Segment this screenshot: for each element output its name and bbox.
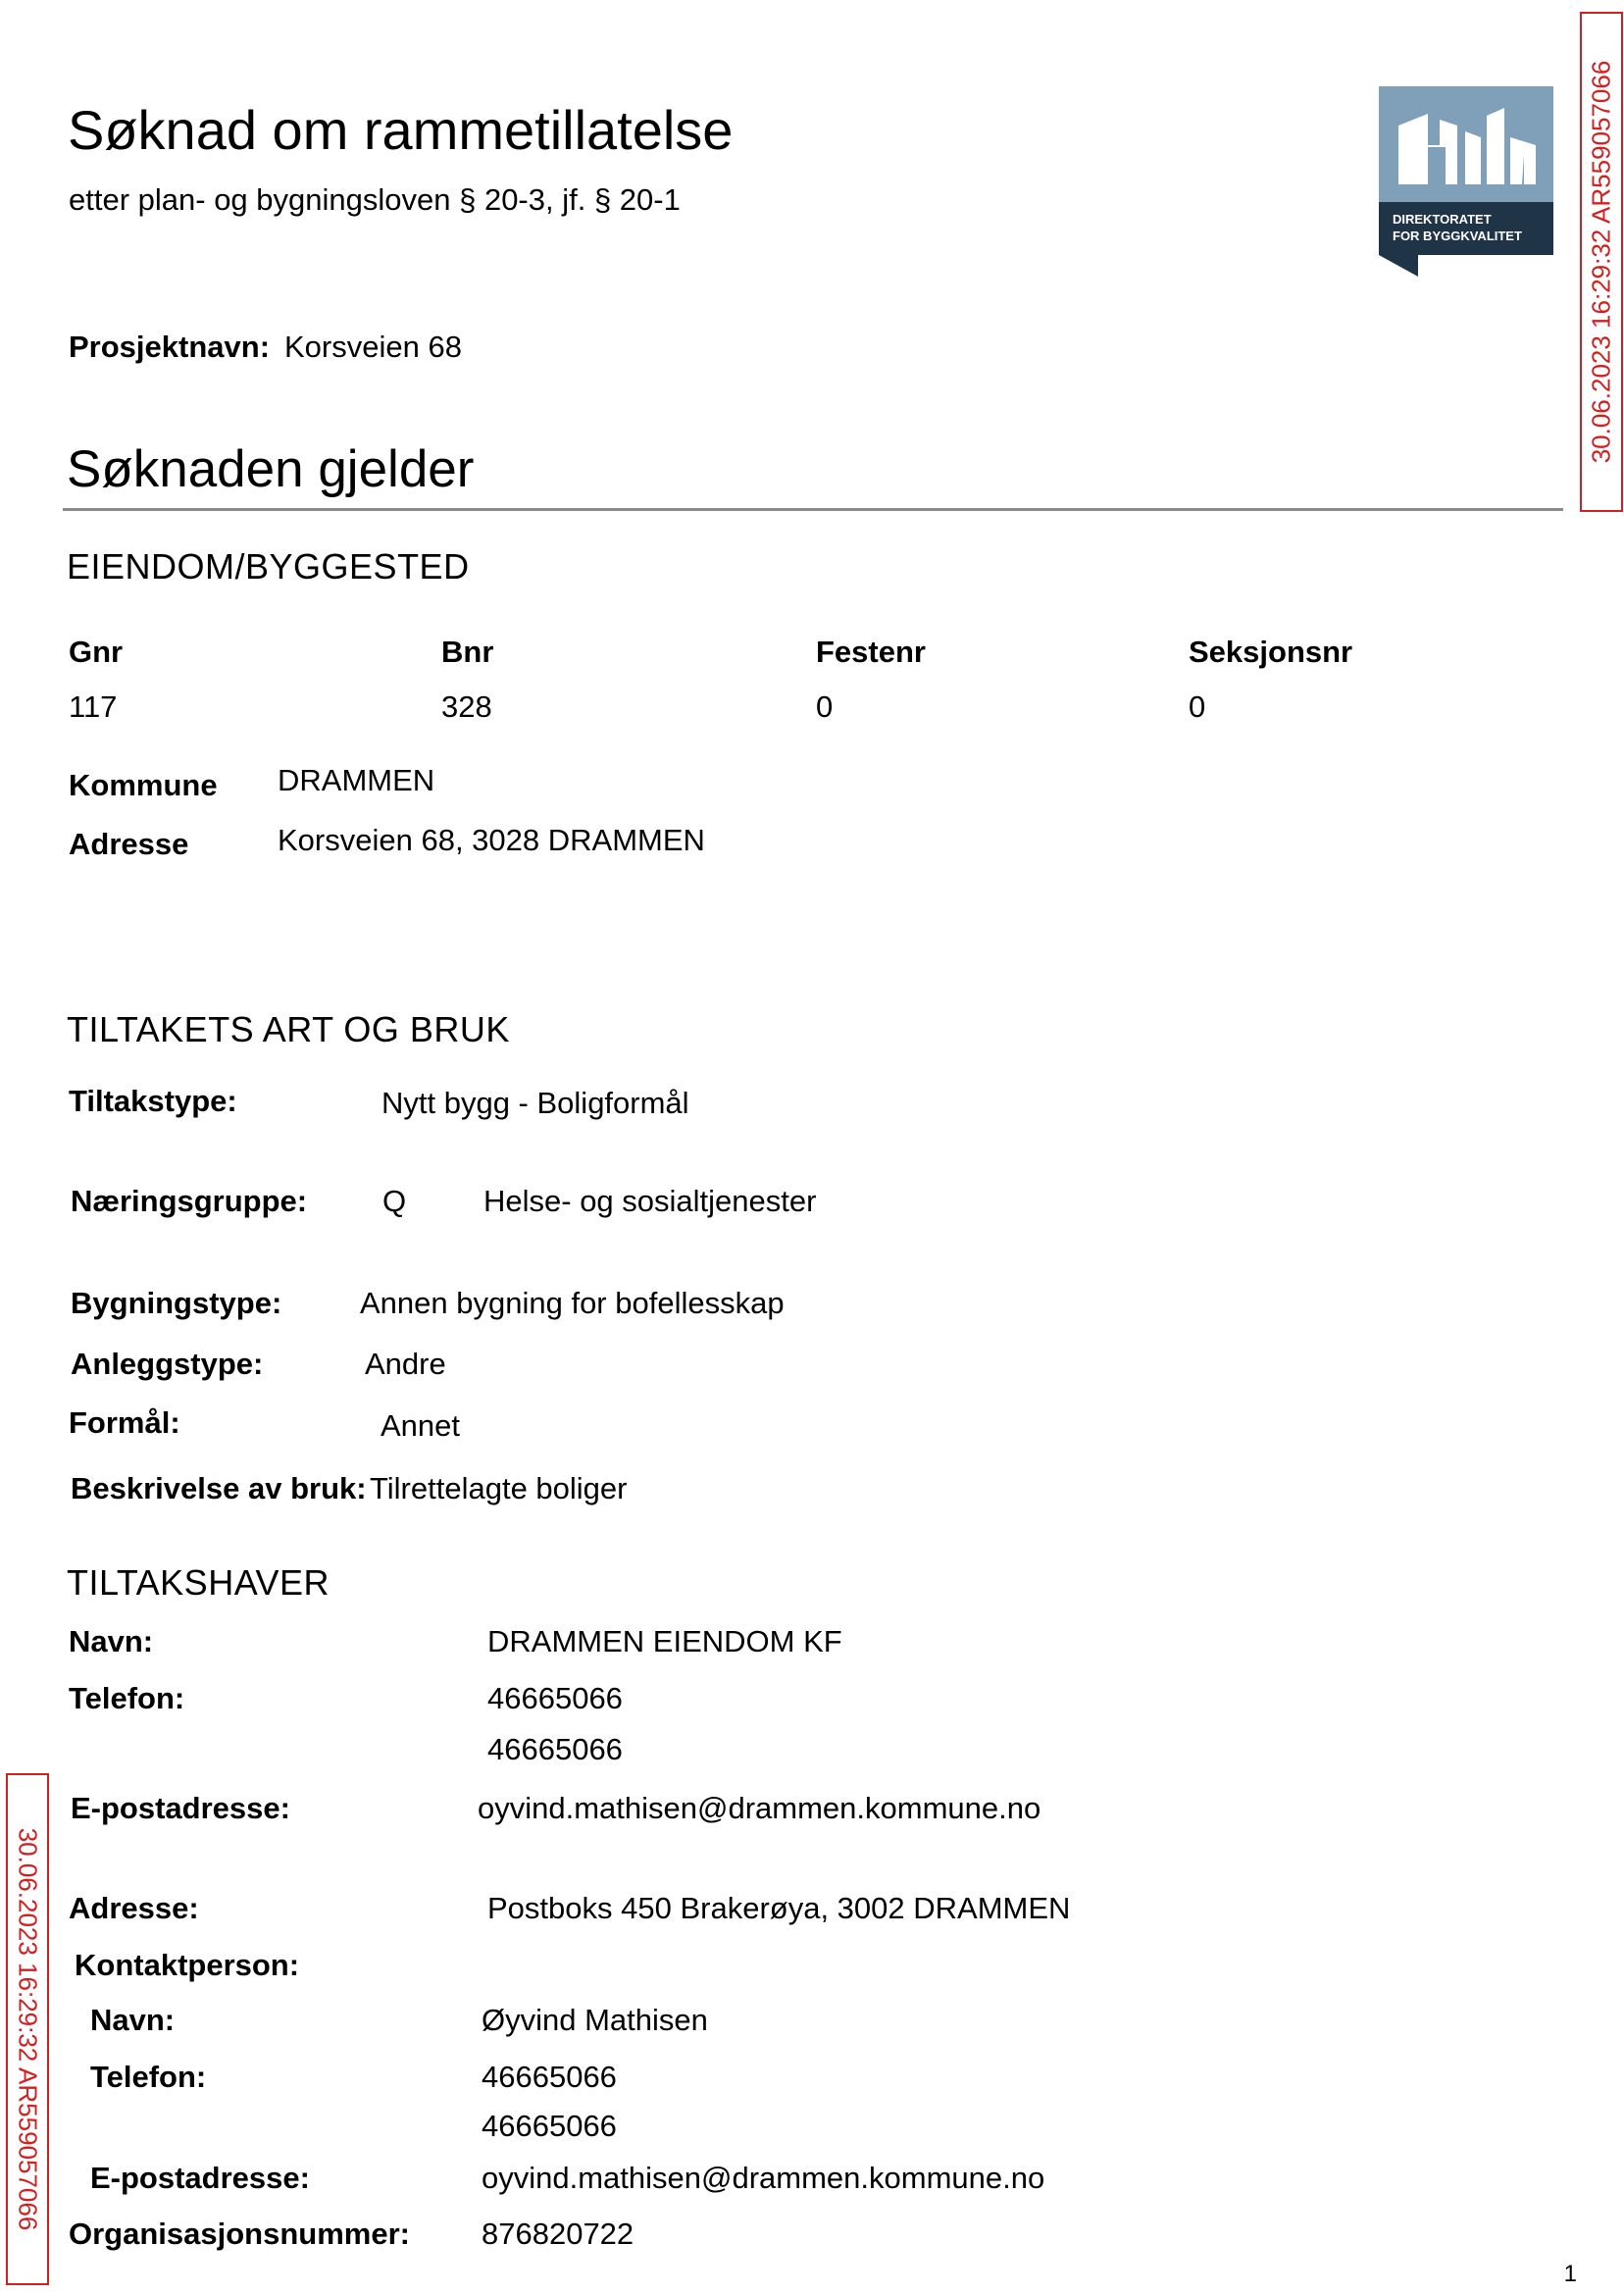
stamp-top [1580,12,1623,512]
use-description-label: Beskrivelse av bruk: [71,1471,367,1505]
festenr-label: Festenr [816,635,926,669]
purpose-label: Formål: [69,1405,180,1440]
stamp-bottom [6,1773,49,2285]
property-section-title: EIENDOM/BYGGESTED [67,546,470,586]
building-type-value: Annen bygning for bofellesskap [360,1286,785,1320]
page-number: 1 [1563,2261,1577,2287]
property-address-value: Korsveien 68, 3028 DRAMMEN [278,823,705,857]
contact-email-value: oyvind.mathisen@drammen.kommune.no [482,2161,1045,2195]
seksjonsnr-value: 0 [1189,689,1206,724]
document-title: Søknad om rammetillatelse [68,99,734,161]
contact-phone-value-1: 46665066 [482,2060,617,2094]
facility-type-label: Anleggstype: [71,1347,264,1381]
section-heading: Søknaden gjelder [67,440,475,498]
measure-type-value: Nytt bygg - Boligformål [381,1086,689,1120]
applicant-address-value: Postboks 450 Brakerøya, 3002 DRAMMEN [487,1891,1071,1925]
purpose-value: Annet [381,1408,461,1443]
applicant-name-value: DRAMMEN EIENDOM KF [487,1624,842,1658]
applicant-email-label: E-postadresse: [71,1791,290,1825]
bnr-label: Bnr [441,635,494,669]
logo-text-1: DIREKTORATET [1393,212,1492,227]
project-name-label: Prosjektnavn: [69,330,271,364]
applicant-phone-value-1: 46665066 [487,1681,623,1715]
industry-code: Q [382,1184,407,1218]
project-name-value: Korsveien 68 [284,330,462,364]
building-type-label: Bygningstype: [71,1286,282,1320]
dibk-logo [1379,86,1553,277]
applicant-phone-label: Telefon: [69,1681,185,1715]
contact-phone-value-2: 46665066 [482,2109,617,2143]
logo-text-2: FOR BYGGKVALITET [1393,229,1522,243]
festenr-value: 0 [816,689,834,724]
org-number-label: Organisasjonsnummer: [69,2217,410,2251]
gnr-value: 117 [69,689,118,724]
municipality-value: DRAMMEN [278,763,435,797]
document-subtitle: etter plan- og bygningsloven § 20-3, jf. § 20-1 [69,182,681,217]
facility-type-value: Andre [365,1347,446,1381]
contact-phone-label: Telefon: [90,2060,207,2094]
industry-label: Næringsgruppe: [71,1184,308,1218]
org-number-value: 876820722 [482,2217,634,2251]
applicant-phone-value-2: 46665066 [487,1732,623,1766]
bnr-value: 328 [441,689,492,724]
applicant-name-label: Navn: [69,1624,154,1658]
contact-name-label: Navn: [90,2003,176,2037]
contact-name-value: Øyvind Mathisen [482,2003,708,2037]
stamp-top-text: 30.06.2023 16:29:32 AR559057066 [1586,60,1616,464]
contact-email-label: E-postadresse: [90,2161,310,2195]
property-address-label: Adresse [69,827,189,861]
industry-value: Helse- og sosialtjenester [483,1184,817,1218]
applicant-section-title: TILTAKSHAVER [67,1562,330,1603]
gnr-label: Gnr [69,635,124,669]
measure-type-label: Tiltakstype: [69,1084,237,1118]
applicant-address-label: Adresse: [69,1891,199,1925]
contact-person-label: Kontaktperson: [75,1948,300,1982]
seksjonsnr-label: Seksjonsnr [1189,635,1353,669]
use-description-value: Tilrettelagte boliger [370,1471,628,1505]
measure-section-title: TILTAKETS ART OG BRUK [67,1009,510,1049]
stamp-bottom-text: 30.06.2023 16:29:32 AR559057066 [13,1827,43,2231]
municipality-label: Kommune [69,768,218,802]
heading-divider [63,508,1563,511]
applicant-email-value: oyvind.mathisen@drammen.kommune.no [478,1791,1041,1825]
